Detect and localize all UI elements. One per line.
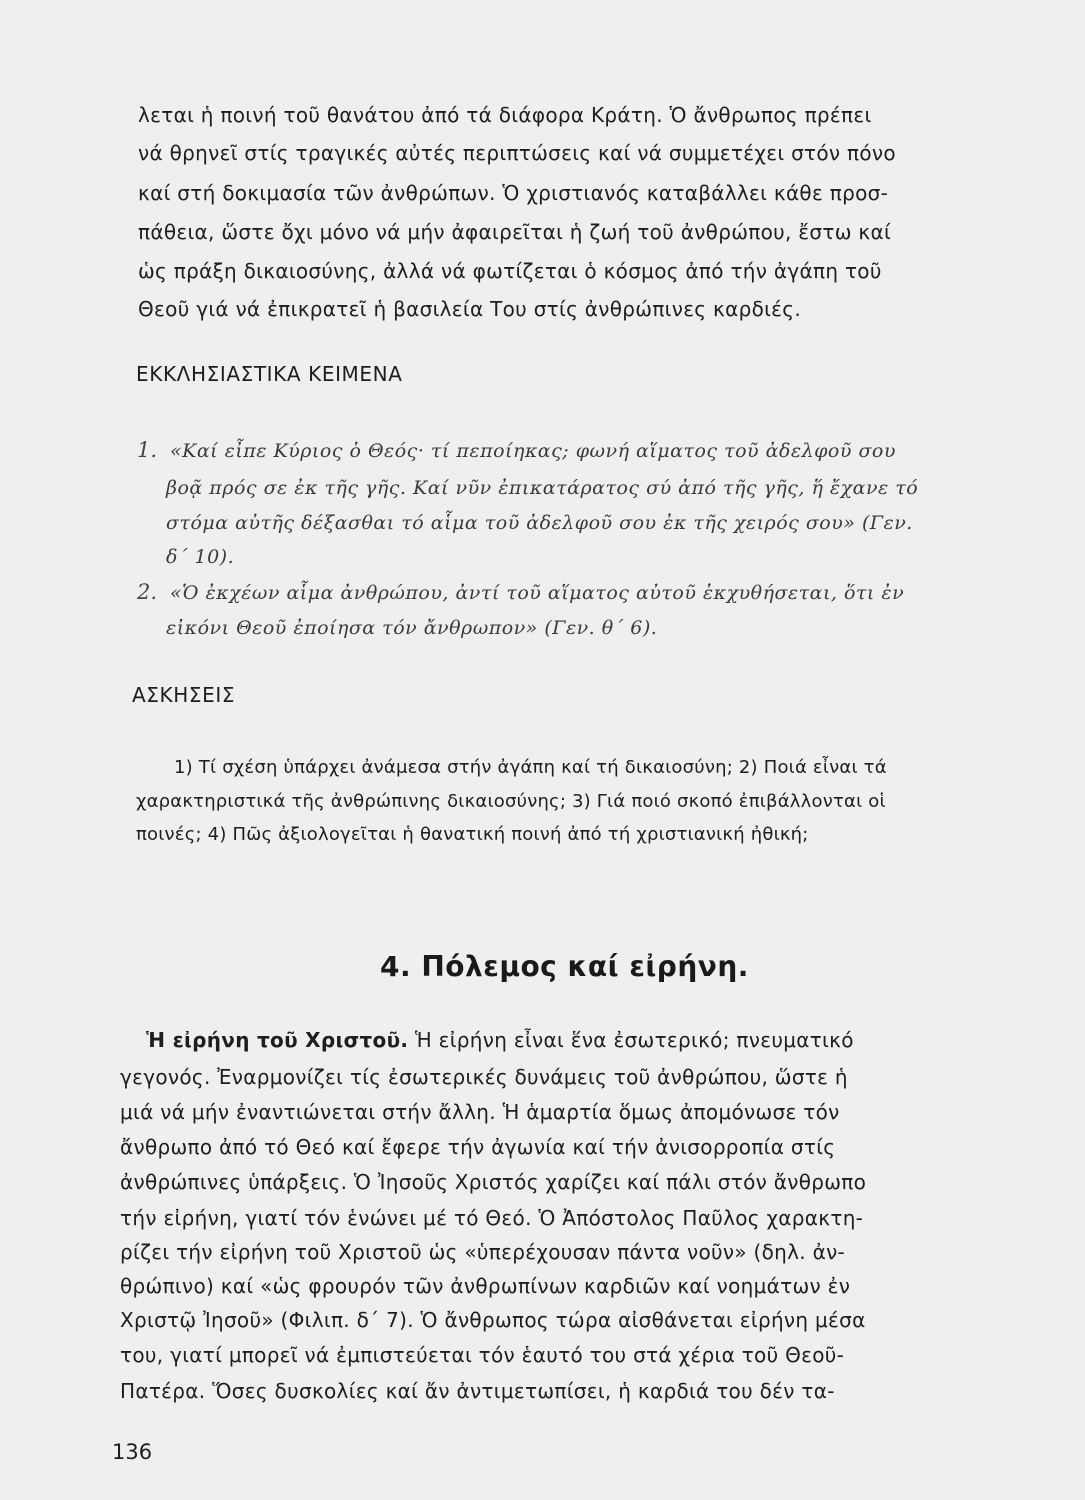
peace-line: θρώπινο) καί «ὡς φρουρόν τῶν ἀνθρωπίνων καρδιῶν καί νοημάτων ἐν: [120, 1274, 851, 1298]
peace-line: Χριστῷ Ἰησοῦ» (Φιλιπ. δ΄ 7). Ὁ ἄνθρωπος τώρα αἰσθάνεται εἰρήνη μέσα: [120, 1308, 866, 1332]
intro-line: Θεοῦ γιά νά ἐπικρατεῖ ἡ βασιλεία Του στίς ἀνθρώπινες καρδιές.: [138, 297, 801, 321]
church-texts-heading: ΕΚΚΛΗΣΙΑΣΤΙΚΑ ΚΕΙΜΕΝΑ: [136, 362, 403, 386]
chapter-title: 4. Πόλεμος καί εἰρήνη.: [380, 950, 749, 983]
peace-line: του, γιατί μπορεῖ νά ἐμπιστεύεται τόν ἑαυτό του στά χέρια τοῦ Θεοῦ-: [120, 1343, 845, 1367]
quote-line: «Ὁ ἐκχέων αἷμα ἀνθρώπου, ἀντί τοῦ αἵματος αὐτοῦ ἐκχυθήσεται, ὅτι ἐν: [170, 582, 905, 604]
exercise-line: 1) Τί σχέση ὑπάρχει ἀνάμεσα στήν ἀγάπη καί τή δικαιοσύνη; 2) Ποιά εἶναι τά: [174, 757, 887, 778]
exercise-line: ποινές; 4) Πῶς ἀξιολογεῖται ἡ θανατική ποινή ἀπό τή χριστιανική ἠθική;: [136, 824, 809, 845]
section-lead: Ἡ εἰρήνη τοῦ Χριστοῦ.: [146, 1028, 409, 1052]
peace-line: ρίζει τήν εἰρήνη τοῦ Χριστοῦ ὡς «ὑπερέχουσαν πάντα νοῦν» (δηλ. ἀν-: [120, 1240, 846, 1264]
peace-line: μιά νά μήν ἐναντιώνεται στήν ἄλλη. Ἡ ἁμαρτία ὅμως ἀπομόνωσε τόν: [120, 1100, 840, 1124]
quote-line: εἰκόνι Θεοῦ ἐποίησα τόν ἄνθρωπον» (Γεν. θ΄ 6).: [166, 617, 658, 639]
item-number: 2.: [137, 580, 158, 604]
peace-line: Πατέρα. Ὅσες δυσκολίες καί ἄν ἀντιμετωπίσει, ἡ καρδιά του δέν τα-: [120, 1379, 835, 1403]
quote-line: στόμα αὐτῆς δέξασθαι τό αἷμα τοῦ ἀδελφοῦ σου ἐκ τῆς χειρός σου» (Γεν.: [166, 512, 913, 534]
peace-line: τήν εἰρήνη, γιατί τόν ἑνώνει μέ τό Θεό. Ὁ Ἀπόστολος Παῦλος χαρακτη-: [120, 1206, 864, 1230]
peace-first-line-rest: Ἡ εἰρήνη εἶναι ἕνα ἐσωτερικό; πνευματικό: [408, 1028, 854, 1052]
intro-line: λεται ἡ ποινή τοῦ θανάτου ἀπό τά διάφορα Κράτη. Ὁ ἄνθρωπος πρέπει: [138, 103, 872, 127]
intro-line: ὡς πράξη δικαιοσύνης, ἀλλά νά φωτίζεται ὁ κόσμος ἀπό τήν ἀγάπη τοῦ: [138, 259, 882, 283]
intro-line: πάθεια, ὥστε ὄχι μόνο νά μήν ἀφαιρεῖται ἡ ζωή τοῦ ἀνθρώπου, ἔστω καί: [138, 220, 892, 244]
exercise-line: χαρακτηριστικά τῆς ἀνθρώπινης δικαιοσύνης; 3) Γιά ποιό σκοπό ἐπιβάλλονται οἱ: [136, 791, 886, 812]
peace-line: ἄνθρωπο ἀπό τό Θεό καί ἔφερε τήν ἀγωνία καί τήν ἀνισορροπία στίς: [120, 1135, 836, 1159]
quote-line: βοᾷ πρός σε ἐκ τῆς γῆς. Καί νῦν ἐπικατάρατος σύ ἀπό τῆς γῆς, ἥ ἔχανε τό: [166, 477, 919, 499]
item-number: 1.: [137, 438, 158, 462]
page-number: 136: [112, 1440, 153, 1464]
exercises-heading: ΑΣΚΗΣΕΙΣ: [132, 683, 236, 707]
peace-line: ἀνθρώπινες ὑπάρξεις. Ὁ Ἰησοῦς Χριστός χαρίζει καί πάλι στόν ἄνθρωπο: [120, 1170, 867, 1194]
quote-line: δ΄ 10).: [166, 546, 235, 568]
intro-line: νά θρηνεῖ στίς τραγικές αὐτές περιπτώσεις καί νά συμμετέχει στόν πόνο: [138, 141, 896, 165]
peace-first-line: [146, 1028, 854, 1052]
peace-line: γεγονός. Ἐναρμονίζει τίς ἐσωτερικές δυνάμεις τοῦ ἀνθρώπου, ὥστε ἡ: [120, 1065, 848, 1089]
quote-line: «Καί εἶπε Κύριος ὁ Θεός· τί πεποίηκας; φωνή αἵματος τοῦ ἀδελφοῦ σου: [170, 440, 896, 462]
intro-line: καί στή δοκιμασία τῶν ἀνθρώπων. Ὁ χριστιανός καταβάλλει κάθε προσ-: [138, 181, 889, 205]
